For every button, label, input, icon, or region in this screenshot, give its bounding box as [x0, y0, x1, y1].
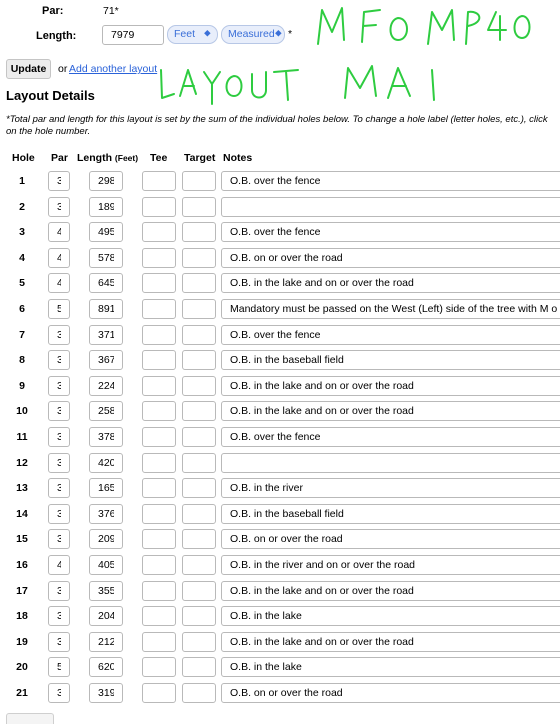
length-input[interactable] [89, 350, 123, 370]
section-note: *Total par and length for this layout is set by the sum of the individual holes below. To change a hole label (letter holes, etc.), click on the hole number. [6, 114, 548, 137]
hole-number[interactable]: 1 [19, 175, 25, 187]
tee-input[interactable] [142, 376, 176, 396]
tee-input[interactable] [142, 248, 176, 268]
notes-input[interactable] [221, 325, 560, 345]
length-input[interactable] [89, 453, 123, 473]
length-label: Length: [36, 30, 77, 42]
par-input[interactable] [48, 350, 70, 370]
par-input[interactable] [48, 171, 70, 191]
target-input[interactable] [182, 325, 216, 345]
target-input[interactable] [182, 504, 216, 524]
col-notes: Notes [223, 152, 253, 164]
unit-select[interactable] [167, 25, 218, 44]
notes-input[interactable] [221, 632, 560, 652]
par-input[interactable] [48, 222, 70, 242]
hole-number[interactable]: 8 [19, 354, 25, 366]
length-input[interactable] [89, 478, 123, 498]
update-button[interactable]: Update [6, 59, 51, 79]
length-input[interactable] [89, 657, 123, 677]
notes-input[interactable] [221, 657, 560, 677]
length-input[interactable] [89, 376, 123, 396]
par-input[interactable] [48, 299, 70, 319]
target-input[interactable] [182, 376, 216, 396]
notes-input[interactable] [221, 222, 560, 242]
tee-input[interactable] [142, 581, 176, 601]
target-input[interactable] [182, 299, 216, 319]
target-input[interactable] [182, 478, 216, 498]
tee-input[interactable] [142, 478, 176, 498]
notes-input[interactable] [221, 376, 560, 396]
par-input[interactable] [48, 478, 70, 498]
target-input[interactable] [182, 632, 216, 652]
hole-number[interactable]: 20 [16, 661, 28, 673]
hole-number[interactable]: 18 [16, 610, 28, 622]
length-input[interactable] [89, 632, 123, 652]
tee-input[interactable] [142, 427, 176, 447]
tee-input[interactable] [142, 657, 176, 677]
tee-input[interactable] [142, 171, 176, 191]
hole-number[interactable]: 13 [16, 482, 28, 494]
measure-select[interactable] [221, 25, 285, 44]
notes-input[interactable] [221, 401, 560, 421]
par-label: Par: [42, 5, 64, 17]
tee-input[interactable] [142, 606, 176, 626]
chevron-updown-icon: ⯁ [274, 29, 282, 39]
target-input[interactable] [182, 401, 216, 421]
target-input[interactable] [182, 171, 216, 191]
target-input[interactable] [182, 606, 216, 626]
tee-input[interactable] [142, 222, 176, 242]
par-input[interactable] [48, 273, 70, 293]
par-input[interactable] [48, 504, 70, 524]
par-input[interactable] [48, 683, 70, 703]
par-input[interactable] [48, 197, 70, 217]
par-input[interactable] [48, 657, 70, 677]
target-input[interactable] [182, 555, 216, 575]
notes-input[interactable] [221, 350, 560, 370]
tee-input[interactable] [142, 401, 176, 421]
hole-number[interactable]: 16 [16, 559, 28, 571]
notes-input[interactable] [221, 504, 560, 524]
par-input[interactable] [48, 632, 70, 652]
length-input[interactable] [89, 581, 123, 601]
length-input[interactable] [89, 555, 123, 575]
notes-input[interactable] [221, 478, 560, 498]
length-input[interactable] [89, 529, 123, 549]
length-input[interactable] [89, 273, 123, 293]
par-input[interactable] [48, 325, 70, 345]
hole-number[interactable]: 5 [19, 277, 25, 289]
length-input[interactable] [89, 248, 123, 268]
hole-number[interactable]: 7 [19, 329, 25, 341]
notes-input[interactable] [221, 529, 560, 549]
tee-input[interactable] [142, 529, 176, 549]
hole-number[interactable]: 17 [16, 585, 28, 597]
notes-input[interactable] [221, 171, 560, 191]
tee-input[interactable] [142, 683, 176, 703]
tee-input[interactable] [142, 273, 176, 293]
tee-input[interactable] [142, 504, 176, 524]
length-input[interactable] [89, 299, 123, 319]
tee-input[interactable] [142, 350, 176, 370]
section-title: Layout Details [6, 88, 95, 103]
length-input[interactable] [89, 171, 123, 191]
hole-number[interactable]: 19 [16, 636, 28, 648]
length-input[interactable] [89, 325, 123, 345]
hole-number[interactable]: 9 [19, 380, 25, 392]
par-input[interactable] [48, 376, 70, 396]
target-input[interactable] [182, 248, 216, 268]
tee-input[interactable] [142, 197, 176, 217]
notes-input[interactable] [221, 248, 560, 268]
target-input[interactable] [182, 350, 216, 370]
hole-number[interactable]: 21 [16, 687, 28, 699]
target-input[interactable] [182, 529, 216, 549]
hole-number[interactable]: 3 [19, 226, 25, 238]
target-input[interactable] [182, 453, 216, 473]
par-input[interactable] [48, 248, 70, 268]
unit-select-value: Feet [174, 28, 196, 40]
length-asterisk: * [288, 28, 293, 40]
par-input[interactable] [48, 581, 70, 601]
hole-number[interactable]: 2 [19, 201, 25, 213]
target-input[interactable] [182, 427, 216, 447]
col-target: Target [184, 152, 216, 164]
par-input[interactable] [48, 606, 70, 626]
par-input[interactable] [48, 555, 70, 575]
hole-number[interactable]: 4 [19, 252, 25, 264]
measure-select-value: Measured [228, 28, 275, 40]
tee-input[interactable] [142, 453, 176, 473]
col-hole: Hole [12, 152, 35, 164]
hole-number[interactable]: 15 [16, 533, 28, 545]
hole-number[interactable]: 6 [19, 303, 25, 315]
length-input[interactable] [89, 427, 123, 447]
par-input[interactable] [48, 401, 70, 421]
target-input[interactable] [182, 657, 216, 677]
length-input[interactable] [89, 606, 123, 626]
notes-input[interactable] [221, 555, 560, 575]
target-input[interactable] [182, 222, 216, 242]
col-tee: Tee [150, 152, 168, 164]
target-input[interactable] [182, 197, 216, 217]
length-input[interactable] [89, 222, 123, 242]
notes-input[interactable] [221, 197, 560, 217]
notes-input[interactable] [221, 581, 560, 601]
tee-input[interactable] [142, 555, 176, 575]
target-input[interactable] [182, 683, 216, 703]
tee-input[interactable] [142, 632, 176, 652]
length-input[interactable] [89, 504, 123, 524]
col-length: Length (Feet) [77, 152, 139, 164]
col-par: Par [51, 152, 68, 164]
notes-input[interactable] [221, 299, 560, 319]
notes-input[interactable] [221, 453, 560, 473]
hole-number[interactable]: 11 [16, 431, 28, 443]
tee-input[interactable] [142, 299, 176, 319]
hole-number[interactable]: 14 [16, 508, 28, 520]
tee-input[interactable] [142, 325, 176, 345]
chevron-updown-icon: ⯁ [203, 29, 211, 39]
length-input[interactable] [89, 401, 123, 421]
length-input[interactable] [89, 197, 123, 217]
or-text: or [58, 63, 68, 75]
hole-number[interactable]: 10 [16, 405, 28, 417]
target-input[interactable] [182, 581, 216, 601]
add-layout-link[interactable]: Add another layout [69, 63, 158, 75]
notes-input[interactable] [221, 427, 560, 447]
notes-input[interactable] [221, 683, 560, 703]
length-input[interactable] [102, 25, 164, 45]
hole-number[interactable]: 12 [16, 457, 28, 469]
par-input[interactable] [48, 427, 70, 447]
length-input[interactable] [89, 683, 123, 703]
target-input[interactable] [182, 273, 216, 293]
notes-input[interactable] [221, 273, 560, 293]
par-input[interactable] [48, 453, 70, 473]
par-input[interactable] [48, 529, 70, 549]
par-value: 71* [103, 5, 119, 17]
notes-input[interactable] [221, 606, 560, 626]
